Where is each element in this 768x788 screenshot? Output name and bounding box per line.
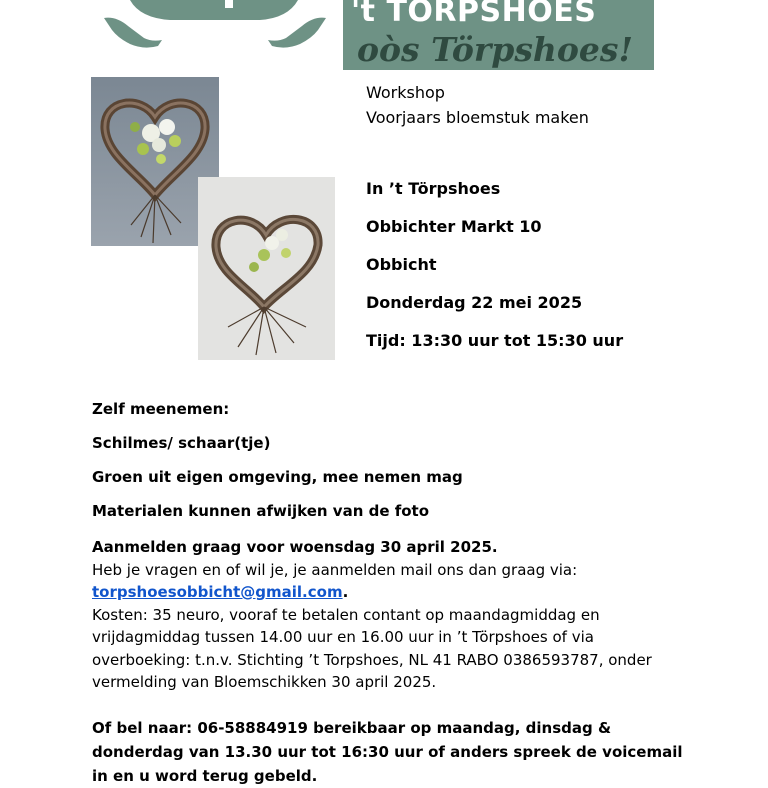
signup-question: Heb je vragen en of wil je, je aanmelden mail ons dan graag via: xyxy=(92,560,578,579)
signup-paragraph xyxy=(92,536,692,694)
signup-deadline: Aanmelden graag voor woensdag 30 april 2025. xyxy=(92,538,498,556)
spacer xyxy=(92,694,692,716)
bring-item: Schilmes/ schaar(tje) xyxy=(92,434,271,452)
costs-text: Kosten: 35 neuro, vooraf te betalen contant op maandagmiddag en vrijdagmiddag tussen 14.00 uur en 16.00 uur in ’t Törpshoes of via overboeking: t.n.v. Stichting ’t Torpshoes, NL 41 RABO 0386593787, onder vermelding van Bloemschikken 30 april 2025. xyxy=(92,605,652,691)
address: Obbichter Markt 10 xyxy=(366,217,542,236)
wreath-photo-2 xyxy=(198,177,335,360)
workshop-subject: Voorjaars bloemstuk maken xyxy=(366,108,589,127)
event-details xyxy=(366,179,623,369)
bring-heading: Zelf meenemen: xyxy=(92,400,230,418)
bring-item: Materialen kunnen afwijken van de foto xyxy=(92,502,430,520)
town: Obbicht xyxy=(366,255,437,274)
event-time: Tijd: 13:30 uur tot 15:30 uur xyxy=(366,331,624,350)
body-text xyxy=(92,400,692,788)
banner-title: 't TORPSHOES xyxy=(351,0,597,29)
title-banner xyxy=(343,0,654,70)
workshop-label: Workshop xyxy=(366,83,445,102)
phone-paragraph: Of bel naar: 06-58884919 bereikbaar op maandag, dinsdag & donderdag van 13.30 uur tot 16:30 uur of anders spreek de voicemail in en u word terug gebeld. xyxy=(92,718,683,785)
email-suffix: . xyxy=(342,583,349,601)
workshop-intro xyxy=(366,80,589,130)
logo xyxy=(100,0,330,60)
event-date: Donderdag 22 mei 2025 xyxy=(366,293,583,312)
banner-subtitle: oòs Törpshoes! xyxy=(357,30,633,69)
email-link[interactable]: torpshoesobbicht@gmail.com xyxy=(92,583,343,601)
venue: In ’t Törpshoes xyxy=(366,179,501,198)
bring-item: Groen uit eigen omgeving, mee nemen mag xyxy=(92,468,463,486)
